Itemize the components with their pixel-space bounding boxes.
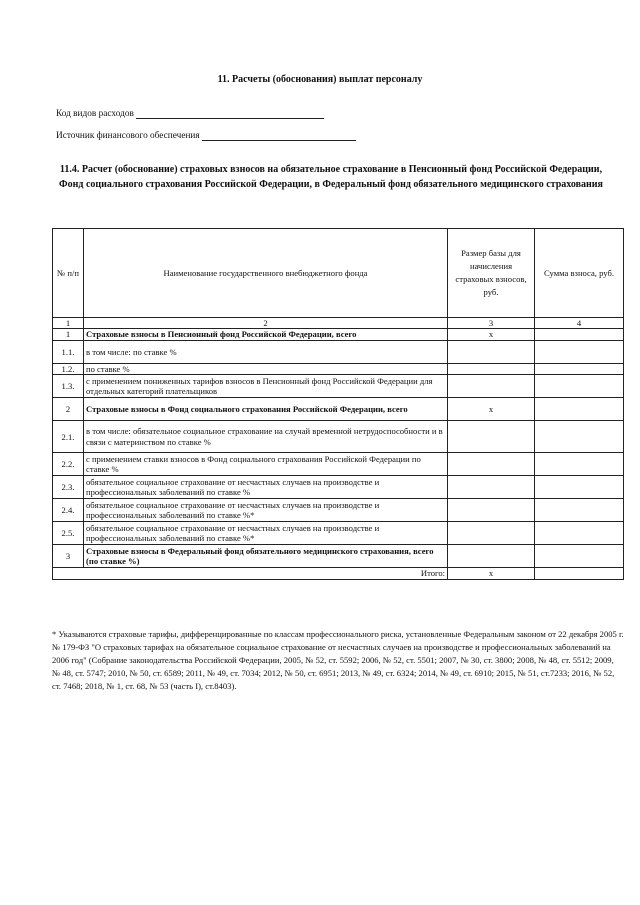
row-name: Страховые взносы в Пенсионный фонд Российской Федерации, всего bbox=[84, 329, 448, 340]
row-base[interactable] bbox=[448, 522, 535, 545]
row-sum[interactable] bbox=[535, 499, 624, 522]
row-base[interactable] bbox=[448, 375, 535, 398]
expense-code-blank bbox=[136, 108, 324, 119]
row-sum[interactable] bbox=[535, 340, 624, 363]
row-sum[interactable] bbox=[535, 398, 624, 421]
row-num: 1.3. bbox=[53, 375, 84, 398]
row-base[interactable] bbox=[448, 340, 535, 363]
row-num: 2.1. bbox=[53, 421, 84, 453]
row-num: 2.3. bbox=[53, 476, 84, 499]
finance-source-field bbox=[56, 130, 356, 141]
row-sum[interactable] bbox=[535, 375, 624, 398]
table-row bbox=[53, 398, 624, 421]
row-num: 1 bbox=[53, 329, 84, 340]
header-name: Наименование государственного внебюджетного фонда bbox=[84, 229, 448, 318]
row-num: 2 bbox=[53, 398, 84, 421]
row-sum[interactable] bbox=[535, 329, 624, 340]
row-num: 2.4. bbox=[53, 499, 84, 522]
row-base[interactable] bbox=[448, 421, 535, 453]
table-row bbox=[53, 375, 624, 398]
section-title: 11.4. Расчет (обоснование) страховых взносов на обязательное страхование в Пенсионный фонд Российской Федерации, Фонд социального страхования Российской Федерации, в Федеральный фонд обязательного медицинского страхования bbox=[59, 164, 603, 190]
row-sum[interactable] bbox=[535, 453, 624, 476]
total-label: Итого: bbox=[84, 568, 448, 579]
row-num: 1.2. bbox=[53, 363, 84, 374]
total-sum[interactable] bbox=[535, 568, 624, 579]
row-base[interactable] bbox=[448, 363, 535, 374]
row-base[interactable] bbox=[448, 476, 535, 499]
table-row bbox=[53, 545, 624, 568]
row-name: в том числе: обязательное социальное страхование на случай временной нетрудоспособности и в связи с материнством по ставке % bbox=[84, 421, 448, 453]
col-number: 4 bbox=[535, 318, 624, 329]
row-base[interactable] bbox=[448, 453, 535, 476]
row-name: Страховые взносы в Фонд социального страхования Российской Федерации, всего bbox=[84, 398, 448, 421]
header-sum: Сумма взноса, руб. bbox=[535, 229, 624, 318]
row-name: Страховые взносы в Федеральный фонд обязательного медицинского страхования, всего (по ставке %) bbox=[84, 545, 448, 568]
row-num: 1.1. bbox=[53, 340, 84, 363]
row-num: 3 bbox=[53, 545, 84, 568]
row-sum[interactable] bbox=[535, 545, 624, 568]
table-header-row bbox=[53, 229, 624, 318]
table-row bbox=[53, 329, 624, 340]
column-number-row bbox=[53, 318, 624, 329]
col-number: 3 bbox=[448, 318, 535, 329]
row-base[interactable] bbox=[448, 499, 535, 522]
header-base: Размер базы для начисления страховых взносов, руб. bbox=[448, 229, 535, 318]
col-number: 2 bbox=[84, 318, 448, 329]
insurance-contributions-table bbox=[52, 228, 624, 580]
row-base[interactable]: x bbox=[448, 329, 535, 340]
row-base[interactable] bbox=[448, 545, 535, 568]
table-row bbox=[53, 340, 624, 363]
table-row bbox=[53, 522, 624, 545]
total-blank bbox=[53, 568, 84, 579]
footnote: * Указываются страховые тарифы, дифференцированные по классам профессионального риска, установленные Федеральным законом от 22 декабря 2005 г. № 179-ФЗ "О страховых тарифах на обязательное социальное страхование от несчастных случаев на производстве и профессиональных заболеваний на 2006 год" (Собрание законодательства Российской Федерации, 2005, № 52, ст. 5592; 2006, № 52, ст. 5501; 2007, № 30, ст. 3800; 2008, № 48, ст. 5512; 2009, № 48, ст. 5747; 2010, № 50, ст. 6589; 2011, № 49, ст. 7034; 2012, № 50, ст. 6951; 2013, № 49, ст. 6324; 2014, № 49, ст. 6910; 2015, № 51, ст.7233; 2016, № 52, ст. 7468; 2018, № 1, ст. 68, № 53 (часть I), ст.8403). bbox=[52, 629, 624, 691]
row-sum[interactable] bbox=[535, 476, 624, 499]
row-name: обязательное социальное страхование от несчастных случаев на производстве и профессиональных заболеваний по ставке %* bbox=[84, 499, 448, 522]
expense-code-field bbox=[56, 108, 324, 119]
row-base[interactable]: x bbox=[448, 398, 535, 421]
table-row bbox=[53, 421, 624, 453]
row-name: обязательное социальное страхование от несчастных случаев на производстве и профессиональных заболеваний по ставке %* bbox=[84, 522, 448, 545]
col-number: 1 bbox=[53, 318, 84, 329]
row-sum[interactable] bbox=[535, 363, 624, 374]
header-num: № п/п bbox=[53, 229, 84, 318]
row-sum[interactable] bbox=[535, 421, 624, 453]
table-row bbox=[53, 476, 624, 499]
row-num: 2.2. bbox=[53, 453, 84, 476]
row-num: 2.5. bbox=[53, 522, 84, 545]
table-row bbox=[53, 453, 624, 476]
finance-source-blank bbox=[202, 130, 356, 141]
row-sum[interactable] bbox=[535, 522, 624, 545]
row-name: с применением пониженных тарифов взносов в Пенсионный фонд Российской Федерации для отдельных категорий плательщиков bbox=[84, 375, 448, 398]
table-row bbox=[53, 499, 624, 522]
total-row bbox=[53, 568, 624, 579]
expense-code-label: Код видов расходов bbox=[56, 109, 134, 119]
row-name: с применением ставки взносов в Фонд социального страхования Российской Федерации по ставке % bbox=[84, 453, 448, 476]
row-name: обязательное социальное страхование от несчастных случаев на производстве и профессиональных заболеваний по ставке % bbox=[84, 476, 448, 499]
table-row bbox=[53, 363, 624, 374]
finance-source-label: Источник финансового обеспечения bbox=[56, 131, 200, 141]
row-name: в том числе: по ставке % bbox=[84, 340, 448, 363]
total-base[interactable]: x bbox=[448, 568, 535, 579]
row-name: по ставке % bbox=[84, 363, 448, 374]
page-title: 11. Расчеты (обоснования) выплат персоналу bbox=[217, 74, 423, 85]
